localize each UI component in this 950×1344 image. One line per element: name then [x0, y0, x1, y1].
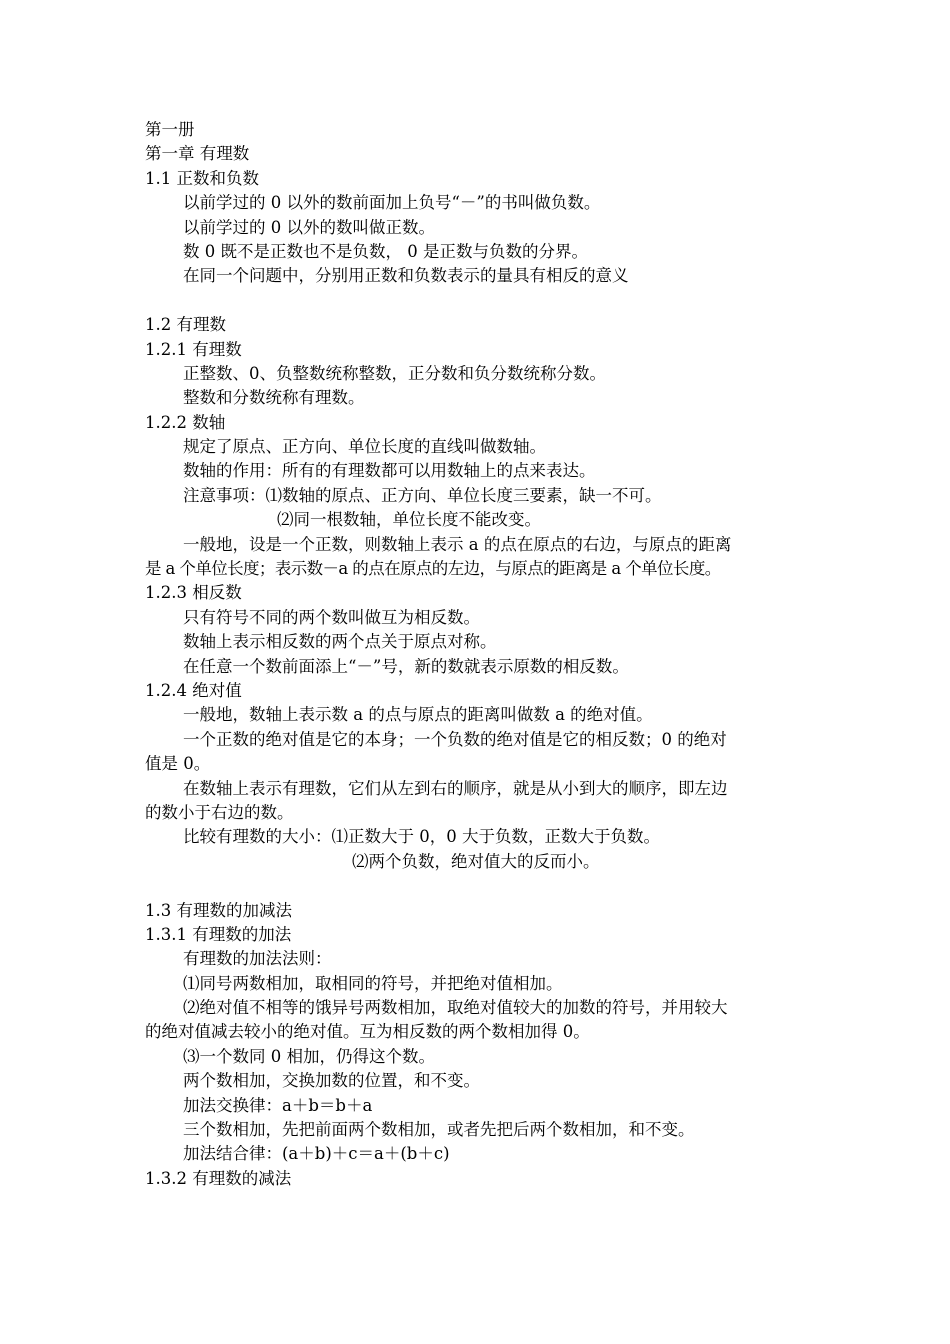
document-content	[145, 118, 813, 1191]
paragraph: ⑵绝对值不相等的饿异号两数相加，取绝对值较大的加数的符号，并用较大	[183, 998, 728, 1018]
paragraph: 有理数的加法法则：	[183, 949, 332, 969]
section-heading: 1.3 有理数的加减法	[145, 900, 292, 920]
paragraph: 规定了原点、正方向、单位长度的直线叫做数轴。	[183, 437, 546, 457]
subsection-heading: 1.2.3 相反数	[145, 583, 242, 603]
paragraph: 三个数相加，先把前面两个数相加，或者先把后两个数相加，和不变。	[183, 1120, 695, 1140]
section-heading: 1.1 正数和负数	[145, 168, 259, 188]
paragraph: 在数轴上表示有理数，它们从左到右的顺序，就是从小到大的顺序，即左边	[183, 778, 728, 798]
section-heading: 1.2 有理数	[145, 315, 226, 335]
paragraph: 一般地，数轴上表示数 a 的点与原点的距离叫做数 a 的绝对值。	[183, 705, 653, 725]
paragraph: 两个数相加，交换加数的位置，和不变。	[183, 1071, 480, 1091]
blank-line	[145, 874, 813, 898]
chapter-title: 第一章 有理数	[145, 144, 250, 164]
paragraph: ⑴同号两数相加，取相同的符号，并把绝对值相加。	[183, 973, 563, 993]
book-title: 第一册	[145, 120, 195, 139]
paragraph: 加法交换律：a＋b＝b＋a	[183, 1095, 373, 1115]
subsection-heading: 1.2.1 有理数	[145, 339, 242, 359]
paragraph-continuation: 的数小于右边的数。	[145, 802, 294, 822]
paragraph-continuation: 是 a 个单位长度；表示数－a 的点在原点的左边，与原点的距离是 a 个单位长度。	[145, 559, 721, 579]
paragraph: 数轴上表示相反数的两个点关于原点对称。	[183, 632, 497, 652]
paragraph: 在同一个问题中，分别用正数和负数表示的量具有相反的意义	[183, 266, 629, 286]
paragraph: 以前学过的 0 以外的数前面加上负号“－”的书叫做负数。	[183, 193, 601, 213]
paragraph-continuation: 的绝对值减去较小的绝对值。互为相反数的两个数相加得 0。	[145, 1022, 590, 1042]
paragraph: 注意事项：⑴数轴的原点、正方向、单位长度三要素，缺一不可。	[183, 485, 662, 505]
paragraph: 在任意一个数前面添上“－”号，新的数就表示原数的相反数。	[183, 656, 629, 676]
paragraph: 一个正数的绝对值是它的本身；一个负数的绝对值是它的相反数；0 的绝对	[183, 729, 727, 749]
blank-line	[145, 289, 813, 313]
paragraph: 整数和分数统称有理数。	[183, 388, 365, 408]
paragraph: ⑵同一根数轴，单位长度不能改变。	[277, 510, 541, 530]
paragraph: 以前学过的 0 以外的数叫做正数。	[183, 217, 435, 237]
paragraph: 正整数、0、负整数统称整数，正分数和负分数统称分数。	[183, 363, 606, 383]
paragraph: 数轴的作用：所有的有理数都可以用数轴上的点来表达。	[183, 461, 596, 481]
paragraph: 比较有理数的大小：⑴正数大于 0，0 大于负数，正数大于负数。	[183, 827, 660, 847]
subsection-heading: 1.3.2 有理数的减法	[145, 1168, 292, 1188]
paragraph: ⑵两个负数，绝对值大的反而小。	[352, 851, 600, 871]
paragraph: 数 0 既不是正数也不是负数， 0 是正数与负数的分界。	[183, 241, 588, 261]
paragraph: 一般地，设是一个正数，则数轴上表示 a 的点在原点的右边，与原点的距离	[183, 534, 732, 554]
paragraph: 只有符号不同的两个数叫做互为相反数。	[183, 607, 480, 627]
subsection-heading: 1.3.1 有理数的加法	[145, 924, 292, 944]
paragraph-continuation: 值是 0。	[145, 754, 211, 774]
paragraph: 加法结合律：(a＋b)＋c＝a＋(b＋c)	[183, 1144, 450, 1164]
paragraph: ⑶一个数同 0 相加，仍得这个数。	[183, 1046, 435, 1066]
subsection-heading: 1.2.4 绝对值	[145, 680, 242, 700]
subsection-heading: 1.2.2 数轴	[145, 412, 226, 432]
